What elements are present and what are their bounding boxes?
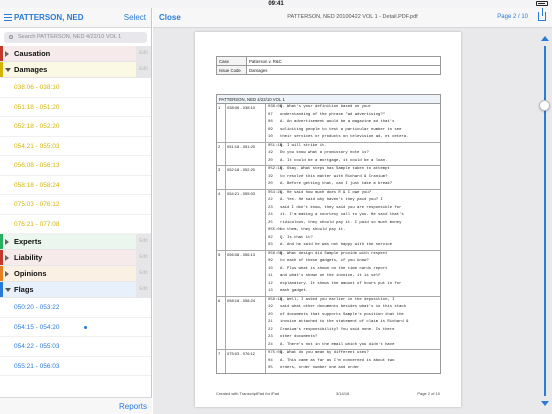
clip-item[interactable]	[0, 318, 151, 338]
clip-item[interactable]	[0, 176, 151, 196]
transcript-row	[217, 104, 440, 143]
row-number: 3	[217, 166, 226, 189]
transcript-line	[266, 166, 440, 174]
transcript-line	[266, 143, 440, 151]
line-text: to each of these gadgets, if you know?	[280, 259, 369, 263]
line-number: 051:18	[268, 143, 283, 148]
category-label: Opinions	[14, 269, 47, 278]
line-text: soliciting people to test a particular number to see	[280, 127, 402, 132]
transcript-line	[266, 281, 440, 289]
clip-item[interactable]	[0, 117, 151, 137]
line-text: of documents that supports Sample's position that the	[280, 312, 404, 317]
row-lines	[266, 297, 440, 350]
witness-title[interactable]: PATTERSON, NED	[14, 13, 84, 22]
line-text: Q. What do you mean by different uses?	[280, 351, 369, 355]
line-number: 07	[268, 112, 273, 117]
clip-item[interactable]	[0, 156, 151, 176]
line-text: orders, order number one and order	[280, 366, 360, 370]
clip-range: 058:18 - 058:24	[14, 181, 60, 189]
row-lines	[266, 104, 440, 142]
scroll-up-icon[interactable]	[541, 36, 549, 41]
category-color-stripe	[0, 282, 3, 297]
transcript-line	[266, 205, 440, 213]
line-text: said I don't know, they said you are responsible for	[280, 205, 402, 210]
transcript-line	[266, 127, 440, 135]
edit-button[interactable]: Edit	[136, 234, 151, 249]
row-number: 1	[217, 104, 226, 142]
row-range: 052:18 - 052:20	[226, 166, 266, 189]
case-key: Case	[217, 57, 247, 66]
transcript-line	[266, 319, 440, 327]
line-text: A. And he said he was not happy with the service	[280, 243, 393, 247]
scroll-down-icon[interactable]	[541, 401, 549, 406]
row-number: 2	[217, 143, 226, 166]
transcript-line	[266, 242, 440, 250]
transcript-line	[266, 350, 440, 358]
clip-item[interactable]	[0, 137, 151, 157]
line-number: 12	[268, 281, 273, 286]
status-bar	[0, 0, 552, 8]
row-range: 038:06 - 038:10	[226, 104, 266, 142]
transcript-row	[217, 251, 440, 297]
line-text: A. An advertisement would be a magazine ad that's	[280, 120, 395, 124]
triangle-down-icon[interactable]	[5, 68, 11, 72]
document-title: PATTERSON, NED 20100422 VOL 1 - Detail.PDF.pdf	[287, 14, 418, 20]
category-color-stripe	[0, 234, 3, 249]
footer-created: Created with TranscriptPad for iPad	[216, 391, 280, 396]
line-number: 13	[268, 289, 273, 293]
search-placeholder: Search PATTERSON, NED 4/22/10 VOL 1	[18, 34, 122, 40]
issue-code-list	[0, 46, 151, 376]
category-color-stripe	[0, 250, 3, 265]
transcript-line	[266, 158, 440, 166]
line-text: and what's shown on the invoice, it is self	[280, 274, 381, 278]
line-number: 038:06	[268, 105, 283, 109]
line-text: their services or products on television ad, et cetera.	[280, 135, 409, 139]
transcript-line	[266, 150, 440, 158]
transcript-line	[266, 112, 440, 120]
line-text: to them, they should pay it.	[280, 228, 346, 232]
clip-range: 052:18 - 052:20	[14, 123, 60, 130]
footer-page: Page 2 of 10	[417, 391, 440, 396]
row-range: 075:03 - 076:12	[226, 350, 266, 373]
row-lines	[266, 143, 440, 166]
pdf-footer	[216, 391, 440, 397]
line-text: A. Plus what is shown on the time cards report	[280, 266, 388, 271]
list-icon[interactable]	[4, 14, 12, 21]
transcript-line	[266, 297, 440, 305]
category-row[interactable]	[0, 46, 151, 62]
line-text: Cranium's responsibility? You said none. Is there	[280, 327, 395, 332]
page-indicator: Page 2 / 10	[497, 14, 528, 20]
sidebar-header	[0, 8, 151, 28]
line-number: 11	[268, 274, 273, 278]
close-button[interactable]: Close	[159, 13, 181, 22]
row-lines	[266, 251, 440, 296]
line-text: Q. He said how much does R & C owe you?	[280, 190, 372, 195]
share-icon[interactable]	[538, 12, 546, 21]
line-number: 075:03	[268, 351, 283, 355]
line-text: A. There's not in the email which you didn't have	[280, 342, 395, 347]
clip-item[interactable]	[0, 357, 151, 377]
clip-range: 050:20 - 053:22	[14, 304, 60, 311]
battery-icon	[536, 1, 548, 6]
row-range: 054:21 - 055:03	[226, 190, 266, 250]
line-number: 054:21	[268, 190, 283, 195]
line-number: 20	[268, 158, 273, 163]
row-number: 4	[217, 190, 226, 250]
transcript-line	[266, 266, 440, 274]
transcript-row	[217, 297, 440, 351]
transcript-row	[217, 190, 440, 251]
transcript-table	[216, 94, 441, 374]
edit-button[interactable]: Edit	[136, 46, 151, 61]
transcript-row	[217, 166, 440, 190]
line-text: A. Yes. He said why haven't they paid you? I	[280, 198, 383, 202]
transcript-line	[266, 358, 440, 366]
transcript-line	[266, 174, 440, 182]
line-text: Q. I will strike it.	[280, 143, 327, 148]
clip-range: 056:08 - 056:13	[14, 162, 60, 169]
line-number: 23	[268, 335, 273, 339]
line-number: 24	[268, 213, 273, 217]
viewer-header	[153, 8, 552, 28]
transcript-line	[266, 235, 440, 243]
edit-button[interactable]: Edit	[136, 266, 151, 281]
clip-range: 054:22 - 055:03	[14, 343, 60, 350]
triangle-right-icon[interactable]	[5, 271, 9, 277]
category-label: Causation	[14, 49, 51, 58]
category-label: Damages	[14, 65, 48, 74]
issue-value: Damages	[247, 66, 441, 75]
line-number: 21	[268, 320, 273, 324]
line-text: Q. What's your definition based on your	[280, 105, 372, 109]
row-lines	[266, 190, 440, 250]
transcript-line	[266, 334, 440, 342]
line-number: 10	[268, 266, 273, 271]
clip-item[interactable]	[0, 298, 151, 318]
clip-item[interactable]	[0, 98, 151, 118]
pdf-page	[195, 32, 461, 407]
triangle-right-icon[interactable]	[5, 239, 9, 245]
clip-range: 054:21 - 055:03	[14, 142, 60, 150]
case-info-table	[216, 56, 441, 75]
row-range: 056:08 - 056:13	[226, 251, 266, 296]
line-number: 04	[268, 358, 273, 363]
line-text: Q. What design did Sample provide with respect	[280, 251, 388, 256]
line-number: 052:18	[268, 167, 283, 171]
line-number: 058:18	[268, 297, 283, 302]
line-number: 05	[268, 366, 273, 370]
line-number: 10	[268, 135, 273, 139]
line-number: 09	[268, 127, 273, 132]
line-text: ridiculous, they should pay it. I paid so much money	[280, 220, 402, 225]
transcript-line	[266, 134, 440, 142]
transcript-line	[266, 342, 440, 350]
line-number: 055:01	[268, 228, 283, 232]
transcript-line	[266, 212, 440, 220]
clip-item[interactable]	[0, 215, 151, 235]
line-text: Q. Is that it?	[280, 235, 313, 240]
document-viewer	[153, 8, 552, 414]
transcript-line	[266, 190, 440, 198]
line-number: 02	[268, 235, 273, 240]
category-row[interactable]	[0, 62, 151, 78]
clip-range: 038:06 - 038:10	[14, 84, 60, 91]
edit-button[interactable]: Edit	[136, 250, 151, 265]
line-number: 19	[268, 305, 273, 309]
category-label: Experts	[14, 237, 42, 246]
line-text: understanding of the phrase "ad advertising?"	[280, 112, 386, 117]
line-number: 20	[268, 182, 273, 186]
line-text: A. Before getting that, can I just take a break?	[280, 182, 393, 186]
clip-item[interactable]	[0, 195, 151, 215]
row-range: 051:18 - 051:20	[226, 143, 266, 166]
line-text: Q. Okay. What steps has Sample taken to attempt	[280, 167, 390, 171]
transcript-line	[266, 288, 440, 296]
row-range: 058:18 - 058:24	[226, 297, 266, 350]
edit-button[interactable]: Edit	[136, 62, 151, 77]
row-number: 5	[217, 251, 226, 296]
line-text: A. This came as far as I'm concerned is about two	[280, 358, 395, 363]
triangle-right-icon[interactable]	[5, 51, 9, 57]
transcript-line	[266, 258, 440, 266]
clip-range: 054:15 - 054:20	[14, 323, 60, 331]
line-text: A. It could be a mortgage, it could be a loan.	[280, 158, 388, 163]
transcript-line	[266, 197, 440, 205]
scrubber-track[interactable]	[544, 46, 546, 396]
line-text: each gadget.	[280, 289, 309, 293]
clip-range: 076:21 - 077:08	[14, 220, 60, 228]
clip-range: 055:21 - 056:03	[14, 362, 60, 370]
flag-dot-icon	[84, 326, 87, 329]
clip-item[interactable]	[0, 78, 151, 98]
row-number: 7	[217, 350, 226, 373]
category-row[interactable]	[0, 250, 151, 266]
category-row[interactable]	[0, 266, 151, 282]
transcript-line	[266, 365, 440, 373]
transcript-line	[266, 119, 440, 127]
line-number: 23	[268, 205, 273, 210]
footer-date: 3/14/16	[336, 391, 350, 396]
page-scrubber[interactable]	[538, 28, 552, 414]
sidebar	[0, 8, 152, 414]
row-number: 6	[217, 297, 226, 350]
line-number: 25	[268, 220, 273, 225]
sidebar-footer	[0, 397, 152, 414]
transcript-line	[266, 273, 440, 281]
line-text: it. I'm making a courtesy call to you. He said that's	[280, 213, 404, 217]
clip-item[interactable]	[0, 337, 151, 357]
transcript-header: PATTERSON, NED 4/22/10 VOL 1	[217, 95, 440, 104]
transcript-line	[266, 304, 440, 312]
category-row[interactable]	[0, 234, 151, 250]
transcript-line	[266, 327, 440, 335]
clip-range: 051:18 - 051:20	[14, 103, 60, 111]
category-row[interactable]	[0, 282, 151, 298]
transcript-line	[266, 312, 440, 320]
line-number: 056:08	[268, 251, 283, 256]
line-text: said what other documents besides what's in this stack	[280, 305, 407, 309]
line-number: 24	[268, 342, 273, 347]
row-lines	[266, 166, 440, 189]
category-label: Flags	[14, 285, 34, 294]
triangle-right-icon[interactable]	[5, 255, 9, 261]
line-number: 22	[268, 198, 273, 202]
line-text: to resolve this matter with Richard & Cranium?	[280, 174, 388, 179]
transcript-line	[266, 251, 440, 259]
line-text: Q. Well, I asked you earlier in the deposition, I	[280, 297, 395, 302]
line-number: 20	[268, 312, 273, 317]
category-label: Liability	[14, 253, 43, 262]
line-text: Do you know what a promissory note is?	[280, 151, 369, 155]
line-text: other documents?	[280, 335, 318, 339]
line-number: 19	[268, 151, 273, 155]
triangle-down-icon[interactable]	[5, 288, 11, 292]
category-color-stripe	[0, 62, 3, 77]
transcript-row	[217, 350, 440, 373]
search-icon	[9, 35, 13, 39]
transcript-line	[266, 227, 440, 235]
clip-range: 075:03 - 076:12	[14, 201, 60, 208]
line-number: 19	[268, 174, 273, 179]
scrubber-thumb[interactable]	[539, 100, 550, 111]
transcript-line	[266, 104, 440, 112]
select-button[interactable]: Select	[123, 13, 146, 22]
reports-button[interactable]: Reports	[118, 402, 147, 411]
issue-key: Issue Code	[217, 66, 247, 75]
category-color-stripe	[0, 46, 3, 61]
line-text: explanatory. It shows the amount of hours put in for	[280, 281, 402, 286]
status-time: 09:41	[268, 1, 284, 7]
line-text: invoice attached to the statement of claim is Richard &	[280, 320, 409, 324]
line-number: 09	[268, 259, 273, 263]
transcript-line	[266, 220, 440, 228]
transcript-line	[266, 181, 440, 189]
transcript-row	[217, 143, 440, 167]
line-number: 03	[268, 243, 273, 247]
row-lines	[266, 350, 440, 373]
search-input[interactable]	[4, 32, 147, 43]
edit-button[interactable]: Edit	[136, 282, 151, 297]
category-color-stripe	[0, 266, 3, 281]
case-value: Patterson v. R&C	[247, 57, 441, 66]
line-number: 22	[268, 327, 273, 332]
line-number: 08	[268, 120, 273, 124]
